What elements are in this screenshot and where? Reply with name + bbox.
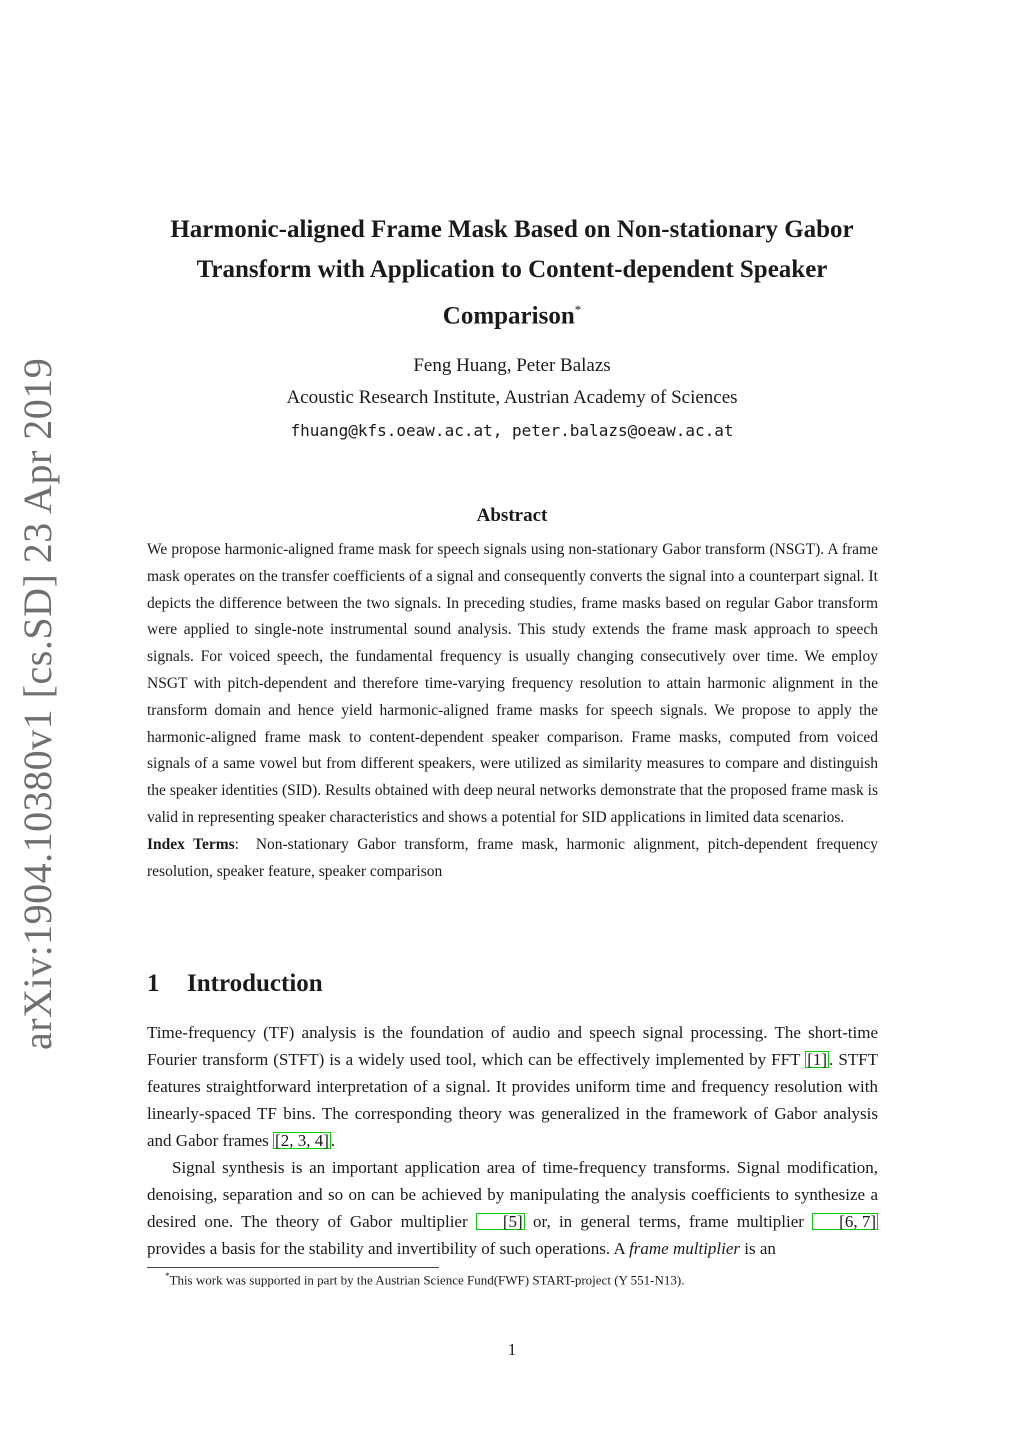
- footnote-text: This work was supported in part by the Austrian Science Fund(FWF) START-project (Y 551-N13).: [169, 1272, 685, 1288]
- paragraph-text: . STFT features straightforward interpretation of a signal. It provides uniform time and frequency resolution with linearly-spaced TF bins. The corresponding theory was generalized in the framework of Gabor analysis and Gabor frames: [147, 1050, 878, 1150]
- paragraph-text: is an: [740, 1239, 776, 1258]
- citation-link[interactable]: [2, 3, 4]: [275, 1131, 329, 1150]
- affiliation: Acoustic Research Institute, Austrian Academy of Sciences: [286, 387, 738, 408]
- author-list: Feng Huang, Peter Balazs: [413, 355, 611, 376]
- section-title: Introduction: [187, 970, 323, 997]
- paragraph-text: .: [330, 1131, 336, 1150]
- citation-link[interactable]: [5]: [476, 1213, 525, 1230]
- paragraph-text: Time-frequency (TF) analysis is the foundation of audio and speech signal processing. The short-time Fourier transform (STFT) is a widely used tool, which can be effectively implemented by FFT: [147, 1023, 878, 1069]
- footnote-rule: [147, 1267, 439, 1268]
- footnote-mark: *: [165, 1271, 170, 1281]
- page-number: 1: [507, 1340, 517, 1359]
- footnote: [165, 1271, 684, 1288]
- section-heading: [147, 970, 323, 998]
- paragraph-2: [147, 1154, 878, 1262]
- title-text: Harmonic-aligned Frame Mask Based on Non-stationary Gabor Transform with Application to Content-dependent Speaker Comparison: [170, 216, 854, 330]
- paper-title: [140, 210, 884, 336]
- title-footnote-mark: *: [574, 302, 582, 317]
- abstract-heading: Abstract: [476, 505, 548, 526]
- abstract-text: We propose harmonic-aligned frame mask for speech signals using non-stationary Gabor transform (NSGT). A frame mask operates on the transfer coefficients of a signal and consequently converts the signal into a counterpart signal. It depicts the difference between the two signals. In preceding studies, frame masks based on regular Gabor transform were applied to single-note instrumental sound analysis. This study extends the frame mask approach to speech signals. For voiced speech, the fundamental frequency is usually changing consecutively over time. We employ NSGT with pitch-dependent and therefore time-varying frequency resolution to attain harmonic alignment in the transform domain and hence yield harmonic-aligned frame masks for speech signals. We propose to apply the harmonic-aligned frame mask to content-dependent speaker comparison. Frame masks, computed from voiced signals of a same vowel but from different speakers, were utilized as similarity measures to compare and distinguish the speaker identities (SID). Results obtained with deep neural networks demonstrate that the proposed frame mask is valid in representing speaker characteristics and shows a potential for SID applications in limited data scenarios.: [147, 541, 878, 826]
- author-emails: fhuang@kfs.oeaw.ac.at, peter.balazs@oeaw.ac.at: [290, 421, 734, 440]
- paragraph-text: provides a basis for the stability and invertibility of such operations. A: [147, 1239, 630, 1258]
- section-number: 1: [147, 970, 160, 997]
- paragraph-text: or, in general terms, frame multiplier: [524, 1212, 813, 1231]
- abstract-block: [147, 537, 878, 885]
- emphasis-term: frame multiplier: [629, 1239, 741, 1258]
- citation-link[interactable]: [6, 7]: [812, 1213, 878, 1230]
- index-terms-label: Index Terms: [147, 835, 235, 853]
- paragraph-text: Signal synthesis is an important application area of time-frequency transforms. Signal modification, denoising, separation and so on can be achieved by manipulating the analysis coefficients to synthesize a desired one. The theory of Gabor multiplier: [147, 1158, 878, 1231]
- citation-link[interactable]: [1]: [807, 1050, 828, 1069]
- arxiv-identifier: arXiv:1904.10380v1 [cs.SD] 23 Apr 2019: [15, 357, 60, 1050]
- section-body: [147, 1019, 878, 1262]
- index-terms: Index Terms: Non-stationary Gabor transform, frame mask, harmonic alignment, pitch-dependent frequency resolution, speaker feature, speaker comparison: [147, 835, 878, 880]
- paragraph-1: [147, 1019, 878, 1154]
- index-terms-text: Non-stationary Gabor transform, frame mask, harmonic alignment, pitch-dependent frequency resolution, speaker feature, speaker comparison: [147, 835, 878, 880]
